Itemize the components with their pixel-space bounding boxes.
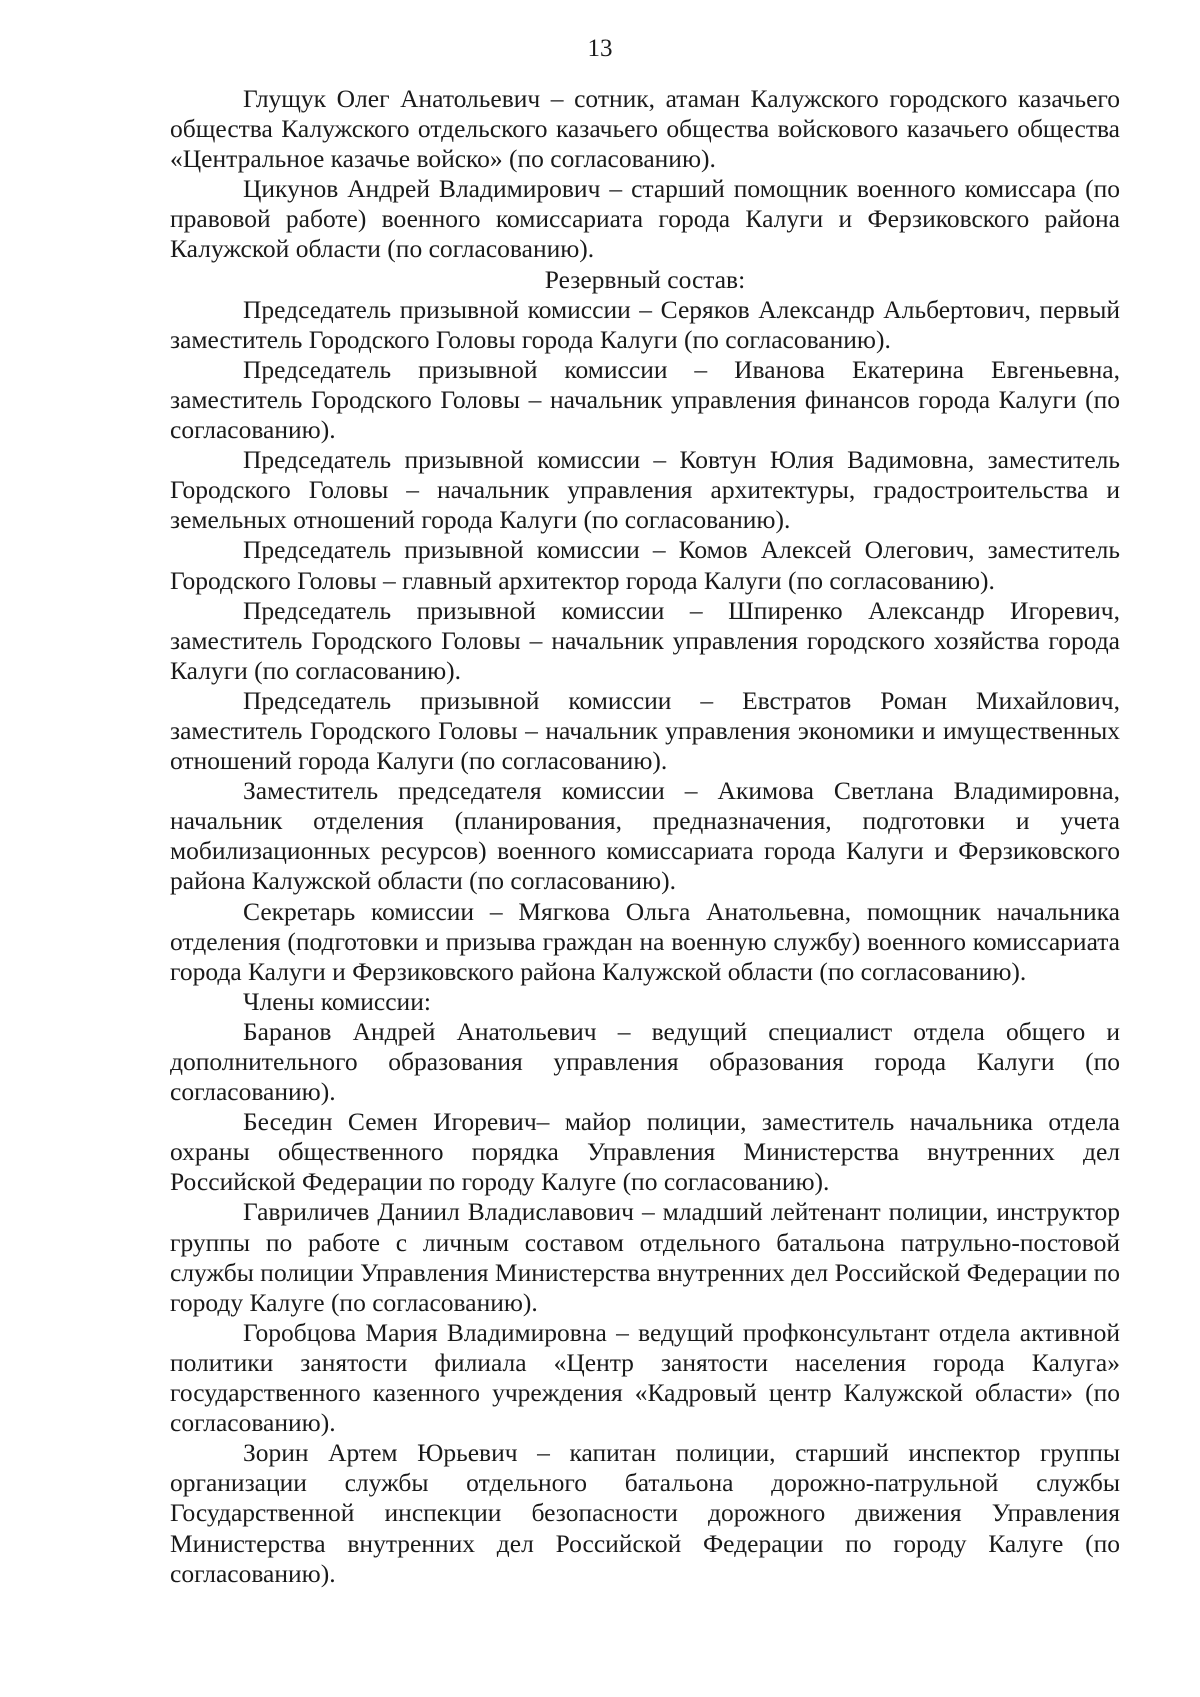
- member-besedin: Беседин Семен Игоревич– майор полиции, заместитель начальника отдела охраны общественного порядка Управления Министерства внутренних дел Российской Федерации по городу Калуге (по согласованию).: [170, 1107, 1120, 1197]
- reserve-paragraph-akimova: Заместитель председателя комиссии – Акимова Светлана Владимировна, начальник отделения (планирования, предназначения, подготовки и учета мобилизационных ресурсов) военного комиссариата города Калуги и Ферзиковского района Калужской области (по согласованию).: [170, 776, 1120, 896]
- reserve-heading: Резервный состав:: [544, 264, 746, 294]
- reserve-paragraph-shpirenko: Председатель призывной комиссии – Шпиренко Александр Игоревич, заместитель Городского Головы – начальник управления городского хозяйства города Калуги (по согласованию).: [170, 595, 1120, 685]
- page-number: 13: [587, 35, 613, 62]
- paragraph-glushchuk: Глущук Олег Анатольевич – сотник, атаман Калужского городского казачьего общества Калужского отдельского казачьего общества войскового казачьего общества «Центральное казачье войско» (по согласованию).: [170, 84, 1120, 174]
- members-heading: Члены комиссии:: [243, 986, 431, 1016]
- member-gavrilichev: Гавриличев Даниил Владиславович – младший лейтенант полиции, инструктор группы по работе с личным составом отдельного батальона патрульно-постовой службы полиции Управления Министерства внутренних дел Российской Федерации по городу Калуге (по согласованию).: [170, 1197, 1120, 1317]
- member-baranov: Баранов Андрей Анатольевич – ведущий специалист отдела общего и дополнительного образования управления образования города Калуги (по согласованию).: [170, 1016, 1120, 1107]
- reserve-paragraph-evstratov: Председатель призывной комиссии – Евстратов Роман Михайлович, заместитель Городского Головы – начальник управления экономики и имущественных отношений города Калуги (по согласованию).: [170, 685, 1120, 776]
- paragraph-tsikunov: Цикунов Андрей Владимирович – старший помощник военного комиссара (по правовой работе) военного комиссариата города Калуги и Ферзиковского района Калужской области (по согласованию).: [170, 174, 1120, 264]
- reserve-paragraph-seryakov: Председатель призывной комиссии – Серяков Александр Альбертович, первый заместитель Городского Головы города Калуги (по согласованию).: [170, 294, 1120, 354]
- member-gorobtsova: Горобцова Мария Владимировна – ведущий профконсультант отдела активной политики занятости филиала «Центр занятости населения города Калуга» государственного казенного учреждения «Кадровый центр Калужской области» (по согласованию).: [170, 1317, 1120, 1438]
- document-body: [170, 84, 1120, 1589]
- member-zorin: Зорин Артем Юрьевич – капитан полиции, старший инспектор группы организации службы отдельного батальона дорожно-патрульной службы Государственной инспекции безопасности дорожного движения Управления Министерства внутренних дел Российской Федерации по городу Калуге (по согласованию).: [170, 1438, 1120, 1588]
- reserve-paragraph-komov: Председатель призывной комиссии – Комов Алексей Олегович, заместитель Городского Головы – главный архитектор города Калуги (по согласованию).: [170, 535, 1120, 595]
- reserve-paragraph-kovtun: Председатель призывной комиссии – Ковтун Юлия Вадимовна, заместитель Городского Головы – начальник управления архитектуры, градостроительства и земельных отношений города Калуги (по согласованию).: [170, 445, 1120, 535]
- reserve-paragraph-myagkova: Секретарь комиссии – Мягкова Ольга Анатольевна, помощник начальника отделения (подготовки и призыва граждан на военную службу) военного комиссариата города Калуги и Ферзиковского района Калужской области (по согласованию).: [170, 896, 1120, 986]
- reserve-paragraph-ivanova: Председатель призывной комиссии – Иванова Екатерина Евгеньевна, заместитель Городского Головы – начальник управления финансов города Калуги (по согласованию).: [170, 354, 1120, 445]
